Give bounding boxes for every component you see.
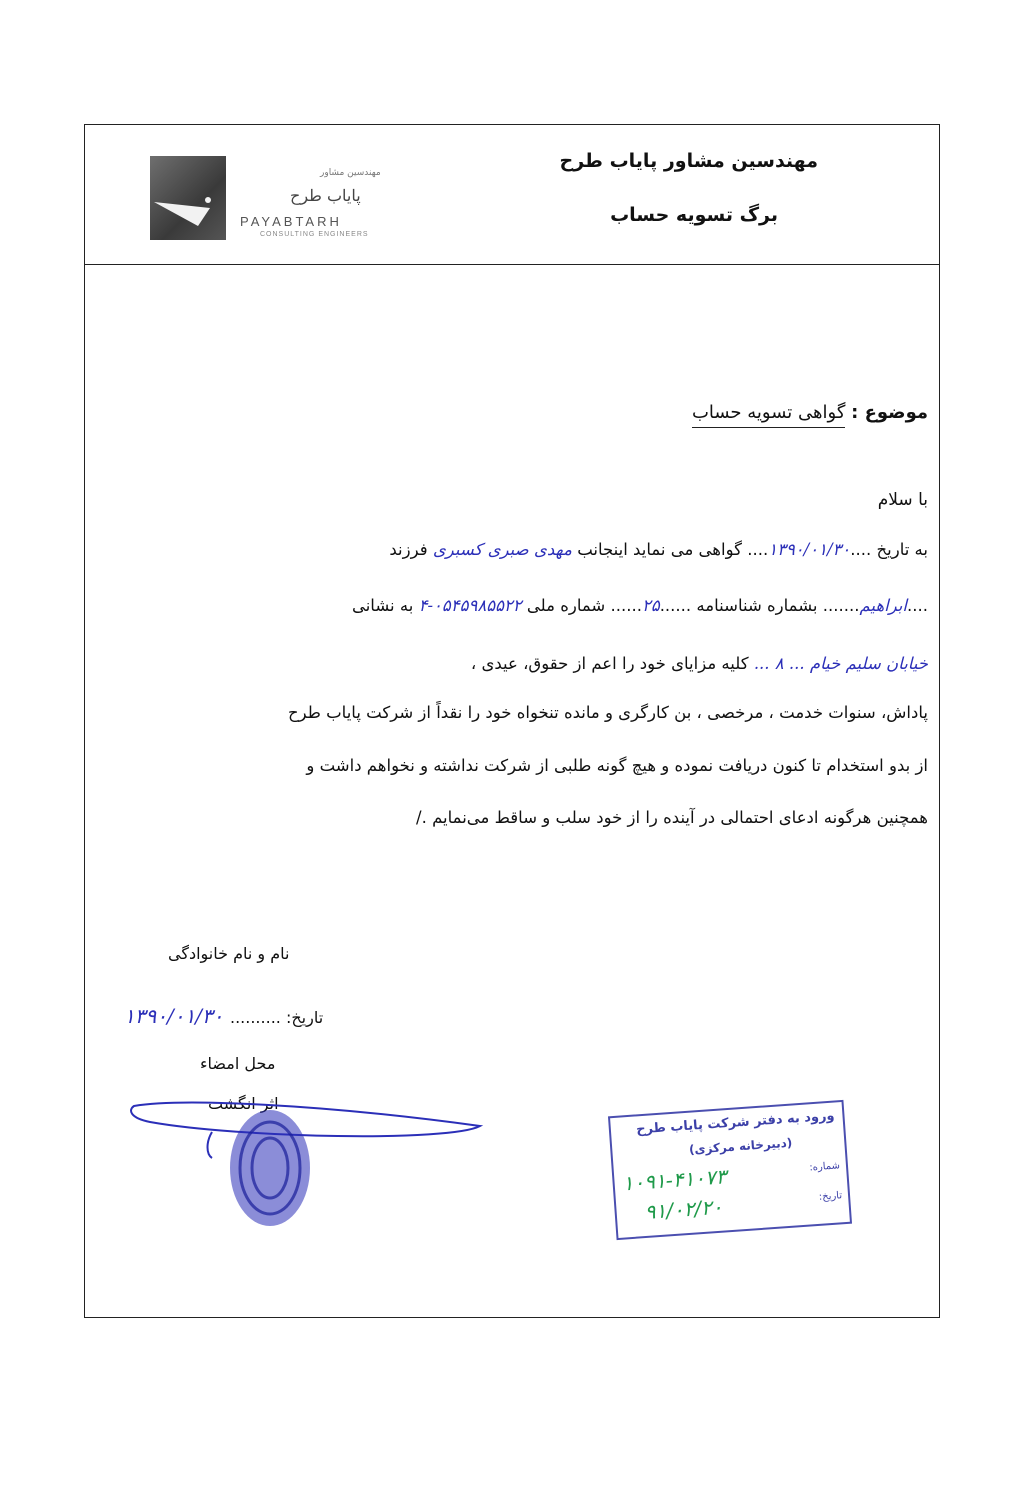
company-title: مهندسین مشاور پایاب طرح	[559, 150, 818, 172]
handwritten-address: خیابان سلیم خیام ... ۸ ...	[753, 654, 928, 673]
body-line-6: همچنین هرگونه ادعای احتمالی در آینده را از خود سلب و ساقط می‌نمایم ./	[416, 808, 928, 827]
handwritten-name: مهدی صبری کسبری	[432, 540, 572, 559]
greeting: با سلام	[877, 490, 928, 510]
logo-mark-icon	[150, 156, 226, 240]
signature-place-label: محل امضاء	[200, 1054, 276, 1073]
signature-date-label: تاریخ: ..........	[230, 1008, 324, 1027]
logo-company-en: PAYABTARH	[240, 214, 342, 229]
handwritten-national-id: ۰۵۴۵۹۸۵۵۲۲-۴	[418, 596, 522, 615]
logo-tagline-fa: مهندسین مشاور	[320, 168, 381, 178]
signature-date-handwritten: ۱۳۹۰/۰۱/۳۰	[124, 1004, 224, 1028]
registry-stamp	[608, 1100, 852, 1240]
text-child-of: فرزند	[389, 540, 428, 559]
body-line-1: به تاریخ ....۱۳۹۰/۰۱/۳۰.... گواهی می نماید اینجانب مهدی صبری کسبری فرزند	[389, 540, 928, 559]
thumbprint-label: اثر انگشت	[208, 1094, 279, 1113]
subject-value: گواهی تسویه حساب	[692, 402, 845, 428]
stamp-title: ورود به دفتر شرکت پایاب طرح	[635, 1108, 836, 1138]
body-line-3	[138, 654, 928, 673]
text-date-prefix: به تاریخ	[876, 540, 928, 559]
subject-line	[692, 402, 928, 423]
stamp-subtitle: (دبیرخانه مرکزی)	[688, 1135, 793, 1157]
handwritten-id-number: ۲۵	[641, 596, 660, 615]
stamp-number-label: شماره:	[809, 1160, 841, 1174]
signature-name-label: نام و نام خانوادگی	[168, 944, 290, 963]
handwritten-father-name: ابراهیم	[859, 596, 908, 615]
stamp-date-handwritten: ۹۱/۰۲/۲۰	[643, 1194, 724, 1225]
body-line-5: از بدو استخدام تا کنون دریافت نموده و هیچ گونه طلبی از شرکت نداشته و نخواهم داشت و	[306, 756, 928, 775]
stamp-date-label: تاریخ:	[818, 1190, 843, 1203]
text-address-label: به نشانی	[351, 596, 414, 615]
subject-label: موضوع :	[851, 402, 928, 423]
logo-tagline-en: CONSULTING ENGINEERS	[260, 231, 369, 238]
form-title: برگ تسویه حساب	[610, 204, 778, 226]
text-national-id-label: شماره ملی	[526, 596, 606, 615]
handwritten-date: ۱۳۹۰/۰۱/۳۰	[768, 540, 851, 559]
text-certify: گواهی می نماید اینجانب	[577, 540, 742, 559]
stamp-number-handwritten: ۱۰۹۱-۴۱۰۷۳	[621, 1164, 728, 1196]
text-id-number-label: بشماره شناسنامه	[696, 596, 818, 615]
header-divider	[84, 264, 940, 265]
company-logo	[150, 156, 400, 246]
logo-company-fa: پایاب طرح	[290, 186, 361, 205]
body-line-2: ....ابراهیم....... بشماره شناسنامه ......۲۵...... شماره ملی ۰۵۴۵۹۸۵۵۲۲-۴ به نشانی	[351, 596, 928, 615]
body-line-4: پاداش، سنوات خدمت ، مرخصی ، بن کارگری و مانده تنخواه خود را نقداً از شرکت پایاب طرح	[288, 703, 928, 722]
text-benefits: کلیه مزایای خود را اعم از حقوق، عیدی ،	[470, 654, 749, 673]
thumbprint-signature-icon	[120, 1092, 500, 1232]
